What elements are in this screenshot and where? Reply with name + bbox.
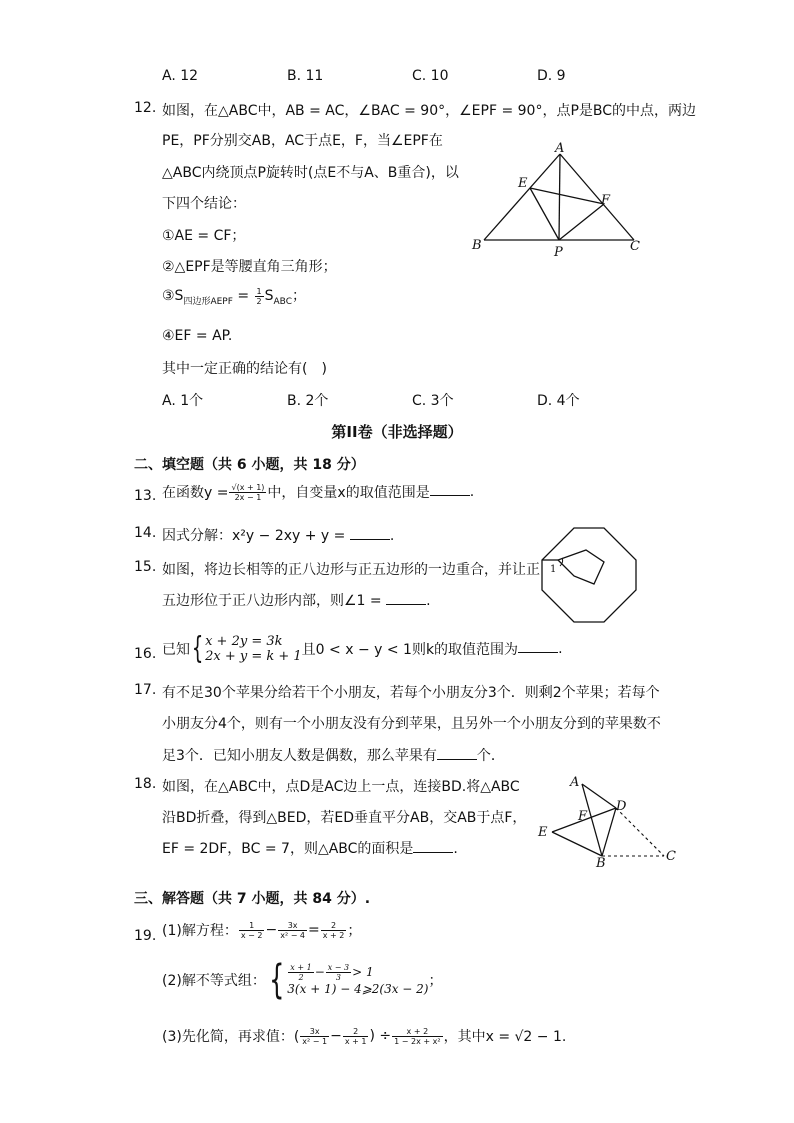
q19-p1-frac2 bbox=[278, 921, 307, 940]
q19-p3-f2-den: x + 1 bbox=[344, 1036, 367, 1046]
q17-line2: 小朋友分4个，则有一个小朋友没有分到苹果，且另外一个小朋友分到的苹果数不 bbox=[162, 716, 661, 732]
q16-eq1: x + 2y = 3k bbox=[205, 634, 283, 649]
q19-p3-minus: − bbox=[330, 1028, 342, 1044]
q17-end: 个． bbox=[476, 748, 505, 764]
q12-option-c: C. 3个 bbox=[412, 393, 454, 409]
q19-p1-f2-den: x² − 4 bbox=[280, 930, 306, 940]
q19-p2-a-num: x + 1 bbox=[290, 963, 312, 972]
q14-end: . bbox=[389, 528, 395, 544]
q12-option-a: A. 1个 bbox=[162, 393, 204, 409]
q16-pre: 已知 bbox=[162, 642, 190, 658]
section3-heading: 三、解答题（共 7 小题，共 84 分）. bbox=[134, 891, 371, 907]
q11-option-a: A. 12 bbox=[162, 68, 199, 84]
q13-fraction bbox=[229, 483, 266, 502]
q14-number: 14. bbox=[134, 525, 157, 541]
q16-post: 且0 < x − y < 1则k的取值范围为 bbox=[301, 642, 519, 658]
q12-triangle-figure bbox=[468, 140, 648, 262]
q19-part1 bbox=[162, 920, 361, 940]
q18-line3-row bbox=[162, 838, 458, 858]
q19-p3-frac1 bbox=[300, 1027, 329, 1046]
q19-p2-frac-a bbox=[288, 963, 313, 982]
q19-p3-frac2 bbox=[343, 1027, 369, 1046]
q19-p3-f3-den: 1 − 2x + x² bbox=[394, 1036, 441, 1046]
q18-answer-blank[interactable] bbox=[413, 840, 453, 853]
q15-angle-label: 1 bbox=[550, 564, 557, 575]
q12-line2: PE，PF分别交AB，AC于点E，F，当∠EPF在 bbox=[162, 133, 443, 149]
q19-p1-eq: = bbox=[308, 922, 320, 938]
q12-c3-fraction bbox=[255, 287, 264, 306]
q19-p2-gt: > 1 bbox=[352, 965, 374, 979]
q19-p1-f1-num: 1 bbox=[239, 921, 265, 931]
q11-option-d: D. 9 bbox=[537, 68, 566, 84]
q17-line3: 足3个．已知小朋友人数是偶数，那么苹果有 bbox=[162, 748, 437, 764]
q12-c3-den: 2 bbox=[256, 296, 262, 306]
q12-label-p: P bbox=[554, 245, 563, 260]
q19-p1-frac3 bbox=[321, 921, 347, 940]
q12-label-b: B bbox=[472, 238, 482, 253]
q16-eq2: 2x + y = k + 1 bbox=[205, 649, 302, 664]
q18-label-b: B bbox=[596, 856, 606, 868]
q19-part3 bbox=[162, 1026, 566, 1046]
q19-p2-frac-b bbox=[326, 963, 351, 982]
q12-label-e: E bbox=[518, 176, 528, 191]
q12-c3-eq: = bbox=[237, 288, 250, 304]
q15-line2-row bbox=[162, 590, 431, 610]
q12-label-f: F bbox=[601, 193, 611, 208]
q16-brace: { bbox=[191, 631, 204, 666]
q19-p3-f2-num: 2 bbox=[343, 1027, 369, 1037]
q19-p2-a-den: 2 bbox=[298, 973, 304, 982]
q18-line2: 沿BD折叠，得到△BED，若ED垂直平分AB，交AB于点F， bbox=[162, 810, 527, 826]
q19-p2-end: ； bbox=[428, 973, 443, 989]
q19-p2-b-num: x − 3 bbox=[327, 963, 350, 972]
q11-option-c: C. 10 bbox=[412, 68, 449, 84]
q16-text-row bbox=[162, 631, 563, 666]
q13-frac-num: √(x + 1) bbox=[231, 482, 265, 492]
q12-c3-sub2: ABC bbox=[273, 296, 292, 307]
q16-system bbox=[205, 634, 302, 664]
q12-line4: 下四个结论： bbox=[162, 196, 246, 212]
q19-p1-f1-den: x − 2 bbox=[240, 930, 263, 940]
q12-label-a: A bbox=[555, 141, 565, 156]
q13-end: . bbox=[469, 484, 475, 500]
q15-line1: 如图，将边长相等的正八边形与正五边形的一边重合，并让正 bbox=[162, 562, 540, 578]
q12-c3-prefix: ③S bbox=[162, 288, 184, 304]
q19-p2-system bbox=[287, 963, 428, 997]
q17-line3-row bbox=[162, 745, 505, 765]
q12-line1: 如图，在△ABC中，AB = AC，∠BAC = 90°，∠EPF = 90°，点P是BC的中点，两边 bbox=[162, 103, 697, 119]
q18-label-d: D bbox=[616, 799, 627, 814]
q12-c3-num: 1 bbox=[256, 286, 262, 296]
q18-fold-figure bbox=[534, 772, 684, 868]
q11-option-b: B. 11 bbox=[287, 68, 324, 84]
q12-c3-s: S bbox=[264, 288, 274, 304]
q14-text-row bbox=[162, 525, 394, 545]
q13-post: 中，自变量x的取值范围是 bbox=[267, 485, 430, 501]
q19-number: 19. bbox=[134, 928, 157, 944]
q19-p1-minus: − bbox=[265, 922, 278, 938]
q12-label-c: C bbox=[630, 239, 640, 254]
q17-number: 17. bbox=[134, 682, 157, 698]
q17-answer-blank[interactable] bbox=[437, 747, 477, 760]
q15-answer-blank[interactable] bbox=[386, 592, 426, 605]
q19-p1-f3-den: x + 2 bbox=[322, 930, 345, 940]
q19-p2-row1 bbox=[287, 963, 428, 982]
q12-question: 其中一定正确的结论有( ) bbox=[162, 361, 327, 377]
q14-answer-blank[interactable] bbox=[350, 527, 390, 540]
q19-p2-row2: 3(x + 1) − 4⩾2(3x − 2) bbox=[287, 982, 429, 996]
q16-answer-blank[interactable] bbox=[518, 640, 558, 653]
q12-conclusion-4: ④EF = AP. bbox=[162, 328, 233, 344]
q15-line2: 五边形位于正八边形内部，则∠1 = bbox=[162, 593, 382, 609]
q19-p3-frac3 bbox=[392, 1027, 442, 1046]
q12-option-b: B. 2个 bbox=[287, 393, 329, 409]
q19-p1-f3-num: 2 bbox=[321, 921, 347, 931]
q19-p1-f2-num: 3x bbox=[278, 921, 307, 931]
q19-p3-div: ) ÷ bbox=[369, 1028, 392, 1044]
q19-p2-b-den: 3 bbox=[335, 973, 341, 982]
q16-number: 16. bbox=[134, 646, 157, 662]
q19-p2-pre: (2)解不等式组： bbox=[162, 973, 266, 989]
q12-conclusion-2: ②△EPF是等腰直角三角形； bbox=[162, 259, 337, 275]
q18-line1: 如图，在△ABC中，点D是AC边上一点，连接BD.将△ABC bbox=[162, 779, 520, 795]
q13-pre: 在函数y = bbox=[162, 485, 229, 501]
q14-text: 因式分解：x²y − 2xy + y = bbox=[162, 528, 346, 544]
q19-p1-pre: (1)解方程： bbox=[162, 923, 238, 939]
q19-p3-f1-num: 3x bbox=[300, 1027, 329, 1037]
q19-p2-minus: − bbox=[314, 965, 325, 979]
q12-c3-sub: 四边形AEPF bbox=[183, 296, 233, 307]
q13-text bbox=[162, 482, 474, 502]
q12-line3: △ABC内绕顶点P旋转时(点E不与A、B重合)，以 bbox=[162, 165, 459, 181]
section2-heading: 二、填空题（共 6 小题，共 18 分） bbox=[134, 457, 365, 473]
q13-number: 13. bbox=[134, 488, 157, 504]
q19-p1-frac1 bbox=[239, 921, 265, 940]
q16-end: . bbox=[558, 641, 563, 657]
q18-number: 18. bbox=[134, 776, 157, 792]
part2-title: 第II卷（非选择题） bbox=[331, 423, 463, 441]
q19-p3-f3-num: x + 2 bbox=[392, 1027, 442, 1037]
q15-number: 15. bbox=[134, 559, 157, 575]
q19-p2-brace: { bbox=[268, 957, 285, 1003]
q19-p3-post: ，其中x = √2 − 1. bbox=[443, 1029, 567, 1045]
q15-octagon-pentagon-figure bbox=[536, 522, 642, 628]
q19-p1-end: ； bbox=[347, 923, 362, 939]
q18-label-c: C bbox=[666, 849, 676, 864]
q19-p3-f1-den: x² − 1 bbox=[302, 1036, 328, 1046]
q12-option-d: D. 4个 bbox=[537, 393, 580, 409]
q19-part2 bbox=[162, 957, 443, 1003]
q13-frac-den: 2x − 1 bbox=[234, 492, 262, 502]
q18-label-a: A bbox=[570, 775, 580, 790]
q13-answer-blank[interactable] bbox=[430, 483, 470, 496]
q18-label-f: F bbox=[578, 809, 588, 824]
q18-label-e: E bbox=[538, 825, 548, 840]
q12-conclusion-1: ①AE = CF； bbox=[162, 228, 246, 244]
q18-end: . bbox=[453, 841, 458, 857]
q15-end: . bbox=[426, 593, 431, 609]
q12-number: 12. bbox=[134, 100, 157, 116]
q12-conclusion-3 bbox=[162, 285, 306, 307]
q19-p3-pre: (3)先化简，再求值：( bbox=[162, 1029, 300, 1045]
q12-c3-end: ； bbox=[291, 288, 306, 304]
q18-line3: EF = 2DF，BC = 7，则△ABC的面积是 bbox=[162, 841, 414, 857]
q17-line1: 有不足30个苹果分给若干个小朋友，若每个小朋友分3个．则剩2个苹果；若每个 bbox=[162, 685, 660, 701]
